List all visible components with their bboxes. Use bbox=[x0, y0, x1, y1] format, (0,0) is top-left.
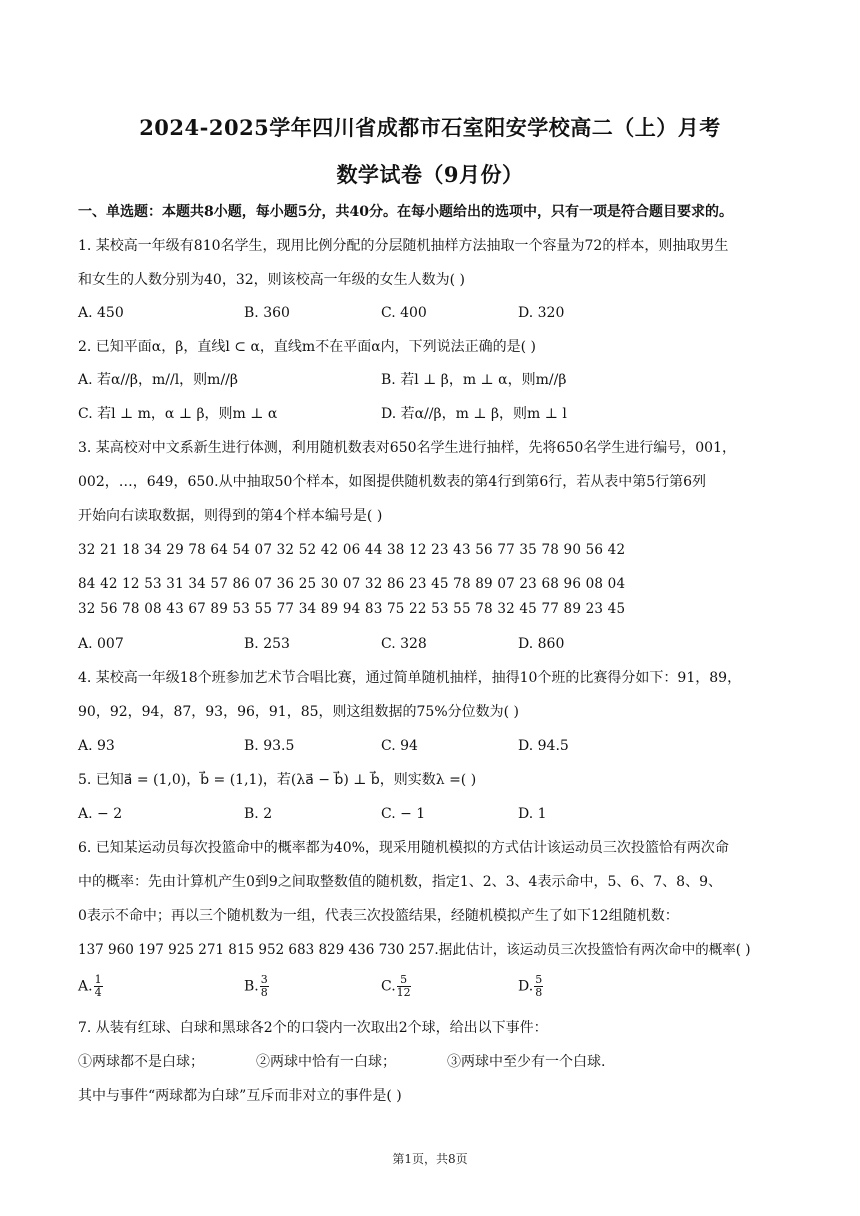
fraction-five-eighths: $\frac{5}{8}$ bbox=[535, 973, 543, 999]
option-b-label: B. bbox=[244, 978, 259, 995]
question-1-option-d: D. 320 bbox=[518, 305, 565, 321]
option-c-label: C. bbox=[381, 978, 396, 995]
question-2-option-c: C. 若l ⊥ m，α ⊥ β，则m ⊥ α bbox=[78, 406, 278, 422]
question-4-text-line2: 90，92，94，87，93，96，91，85，则这组数据的75%分位数为( ) bbox=[78, 704, 520, 720]
page-footer: 第1页，共8页 bbox=[392, 1152, 468, 1166]
question-7-text-line3: 其中与事件“两球都为白球”互斥而非对立的事件是( ) bbox=[78, 1088, 402, 1104]
question-5-option-d: D. 1 bbox=[518, 806, 547, 822]
question-5-option-a: A. − 2 bbox=[78, 806, 123, 822]
question-3-text-line2: 002，…，649，650.从中抽取50个样本，如图提供随机数表的第4行到第6行，若从表中第5行第6列 bbox=[78, 474, 707, 490]
question-7-text-line1: 7. 从装有红球、白球和黑球各2个的口袋内一次取出2个球，给出以下事件： bbox=[78, 1020, 548, 1036]
question-7-event-2: ②两球中恰有一白球； bbox=[256, 1054, 396, 1070]
question-5-text: 5. 已知a⃗ = (1,0)，b⃗ = (1,1)，若(λa⃗ − b⃗) ⊥ b⃗，则实数λ =( ) bbox=[78, 772, 477, 788]
option-a-label: A. bbox=[78, 978, 93, 995]
question-4-option-d: D. 94.5 bbox=[518, 738, 569, 754]
question-3-text-line3: 开始向右读取数据，则得到的第4个样本编号是( ) bbox=[78, 508, 383, 524]
question-1-option-c: C. 400 bbox=[381, 305, 427, 321]
question-1-option-b: B. 360 bbox=[244, 305, 290, 321]
question-7-event-1: ①两球都不是白球； bbox=[78, 1054, 204, 1070]
question-3-text-line1: 3. 某高校对中文系新生进行体测，利用随机数表对650名学生进行抽样，先将650名学生进行编号，001， bbox=[78, 440, 736, 456]
question-2-option-d: D. 若α//β，m ⊥ β，则m ⊥ l bbox=[381, 406, 567, 422]
question-4-option-a: A. 93 bbox=[78, 738, 115, 754]
section-heading: 一、单选题：本题共8小题，每小题5分，共40分。在每小题给出的选项中，只有一项是符合题目要求的。 bbox=[78, 204, 733, 220]
fraction-one-quarter: $\frac{1}{4}$ bbox=[94, 973, 102, 999]
random-number-row-4: 32 21 18 34 29 78 64 54 07 32 52 42 06 44 38 12 23 43 56 77 35 78 90 56 42 bbox=[78, 542, 626, 558]
question-5-option-b: B. 2 bbox=[244, 806, 273, 822]
question-3-option-d: D. 860 bbox=[518, 636, 565, 652]
question-6-option-d bbox=[518, 974, 543, 999]
random-number-row-6: 32 56 78 08 43 67 89 53 55 77 34 89 94 83 75 22 53 55 78 32 45 77 89 23 45 bbox=[78, 601, 626, 617]
question-6-option-c bbox=[381, 974, 411, 999]
question-3-option-b: B. 253 bbox=[244, 636, 290, 652]
fraction-three-eighths: $\frac{3}{8}$ bbox=[260, 973, 268, 999]
fraction-five-twelfths: $\frac{5}{12}$ bbox=[396, 973, 411, 999]
random-number-row-5: 84 42 12 53 31 34 57 86 07 36 25 30 07 32 86 23 45 78 89 07 23 68 96 08 04 bbox=[78, 576, 626, 592]
question-4-text-line1: 4. 某校高一年级18个班参加艺术节合唱比赛，通过简单随机抽样，抽得10个班的比赛得分如下：91，89， bbox=[78, 670, 742, 686]
question-2-option-b: B. 若l ⊥ β，m ⊥ α，则m//β bbox=[381, 372, 567, 388]
question-6-text-line1: 6. 已知某运动员每次投篮命中的概率都为40%，现采用随机模拟的方式估计该运动员三次投篮恰有两次命 bbox=[78, 840, 729, 856]
question-1-option-a: A. 450 bbox=[78, 305, 124, 321]
question-7-event-3: ③两球中至少有一个白球. bbox=[447, 1054, 606, 1070]
question-3-option-c: C. 328 bbox=[381, 636, 427, 652]
exam-title-line2: 数学试卷（9月份） bbox=[336, 162, 524, 187]
question-1-text-line1: 1. 某校高一年级有810名学生，现用比例分配的分层随机抽样方法抽取一个容量为72的样本，则抽取男生 bbox=[78, 238, 729, 254]
question-5-option-c: C. − 1 bbox=[381, 806, 426, 822]
question-2-option-a: A. 若α//β，m//l，则m//β bbox=[78, 372, 238, 388]
question-2-text: 2. 已知平面α，β，直线l ⊂ α，直线m不在平面α内，下列说法正确的是( ) bbox=[78, 339, 537, 355]
question-6-text-line2: 中的概率：先由计算机产生0到9之间取整数值的随机数，指定1、2、3、4表示命中，5、6、7、8、9、 bbox=[78, 874, 722, 890]
question-3-option-a: A. 007 bbox=[78, 636, 124, 652]
exam-title-line1: 2024-2025学年四川省成都市石室阳安学校高二（上）月考 bbox=[139, 115, 721, 140]
question-4-option-c: C. 94 bbox=[381, 738, 418, 754]
question-6-text-line3: 0表示不命中；再以三个随机数为一组，代表三次投篮结果，经随机模拟产生了如下12组随机数： bbox=[78, 908, 679, 924]
question-6-option-b bbox=[244, 974, 269, 999]
question-1-text-line2: 和女生的人数分别为40，32，则该校高一年级的女生人数为( ) bbox=[78, 272, 466, 288]
question-4-option-b: B. 93.5 bbox=[244, 738, 295, 754]
question-6-text-line4: 137 960 197 925 271 815 952 683 829 436 730 257.据此估计，该运动员三次投篮恰有两次命中的概率( ) bbox=[78, 942, 751, 958]
question-6-option-a bbox=[78, 974, 103, 999]
option-d-label: D. bbox=[518, 978, 534, 995]
